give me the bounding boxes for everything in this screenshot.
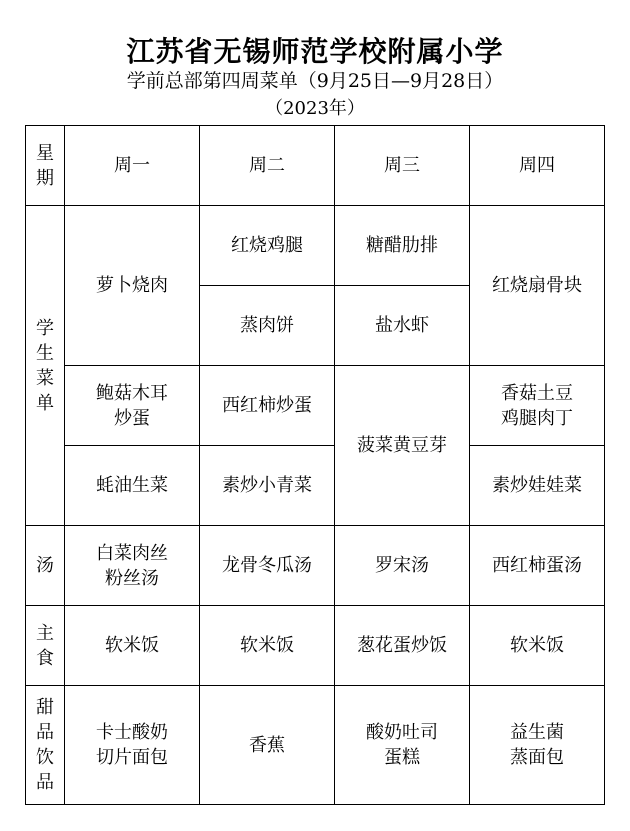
weekly-menu-table	[25, 125, 605, 805]
weekday-corner-label: 星 期	[26, 126, 65, 206]
dish-mon-veg: 蚝油生菜	[65, 446, 200, 526]
dish-wed-main: 糖醋肋排	[335, 206, 470, 286]
dish-wed-side: 菠菜黄豆芽	[335, 366, 470, 526]
dish-wed-second: 盐水虾	[335, 286, 470, 366]
dish-thu-side: 香菇土豆 鸡腿肉丁	[470, 366, 605, 446]
soup-thu: 西红柿蛋汤	[470, 526, 605, 606]
staple-row	[26, 606, 605, 686]
school-title: 江苏省无锡师范学校附属小学	[126, 35, 504, 68]
day-header-wed: 周三	[335, 126, 470, 206]
day-header-thu: 周四	[470, 126, 605, 206]
dish-thu-main: 红烧扇骨块	[470, 206, 605, 366]
dessert-tue: 香蕉	[200, 686, 335, 805]
staple-wed: 葱花蛋炒饭	[335, 606, 470, 686]
menu-year: （2023年）	[265, 98, 365, 119]
dish-tue-second: 蒸肉饼	[200, 286, 335, 366]
dessert-row	[26, 686, 605, 805]
dish-mon-side: 鲍菇木耳 炒蛋	[65, 366, 200, 446]
soup-label: 汤	[26, 526, 65, 606]
dessert-label: 甜 品 饮 品	[26, 686, 65, 805]
menu-subtitle: 学前总部第四周菜单（9月25日—9月28日）	[126, 70, 504, 92]
soup-wed: 罗宋汤	[335, 526, 470, 606]
soup-mon: 白菜肉丝 粉丝汤	[65, 526, 200, 606]
staple-tue: 软米饭	[200, 606, 335, 686]
student-menu-label: 学 生 菜 单	[26, 206, 65, 526]
day-header-mon: 周一	[65, 126, 200, 206]
soup-tue: 龙骨冬瓜汤	[200, 526, 335, 606]
dessert-wed: 酸奶吐司 蛋糕	[335, 686, 470, 805]
dish-tue-side: 西红柿炒蛋	[200, 366, 335, 446]
dish-mon-main: 萝卜烧肉	[65, 206, 200, 366]
dish-thu-veg: 素炒娃娃菜	[470, 446, 605, 526]
dish-tue-veg: 素炒小青菜	[200, 446, 335, 526]
day-header-tue: 周二	[200, 126, 335, 206]
dish-tue-main: 红烧鸡腿	[200, 206, 335, 286]
dessert-mon: 卡士酸奶 切片面包	[65, 686, 200, 805]
staple-label: 主 食	[26, 606, 65, 686]
dessert-thu: 益生菌 蒸面包	[470, 686, 605, 805]
staple-mon: 软米饭	[65, 606, 200, 686]
soup-row	[26, 526, 605, 606]
header-row	[26, 126, 605, 206]
staple-thu: 软米饭	[470, 606, 605, 686]
